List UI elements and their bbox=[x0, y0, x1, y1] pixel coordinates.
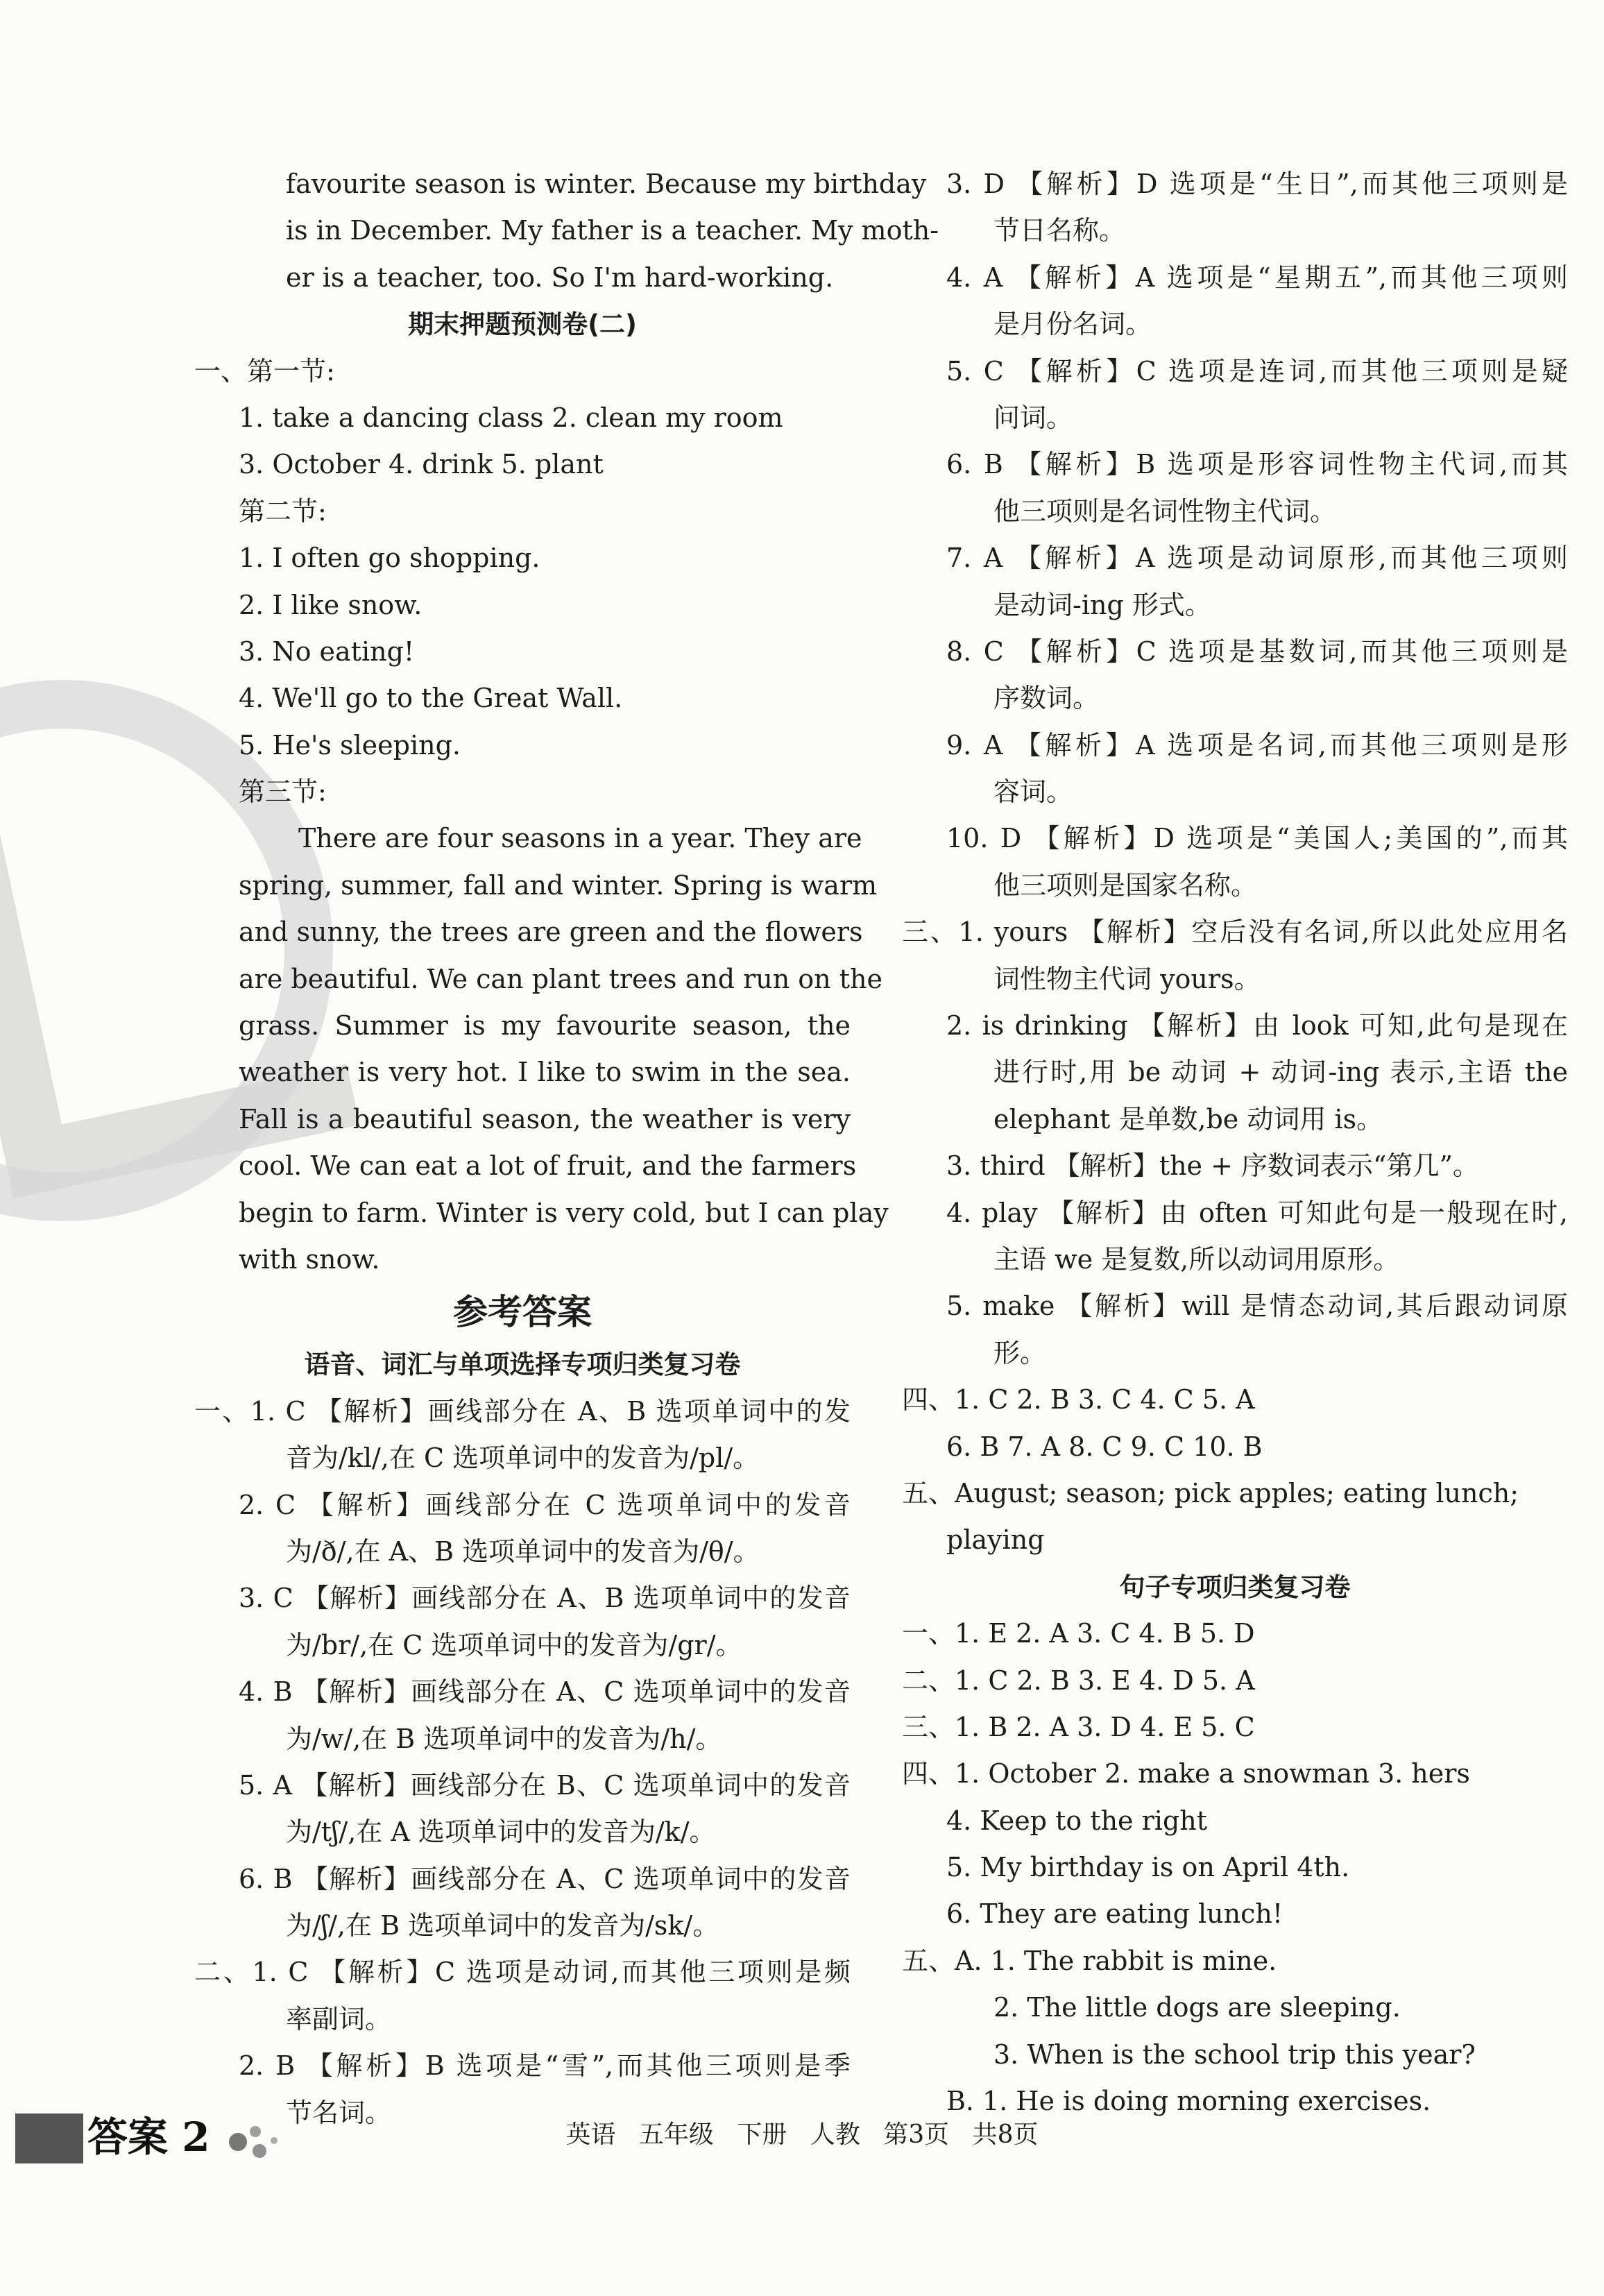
text-line: 4. Keep to the right bbox=[946, 1805, 1208, 1836]
text-line: 5. He's sleeping. bbox=[239, 729, 461, 760]
text-line: is in December. My father is a teacher. My moth- bbox=[286, 215, 939, 246]
text-line: 进行时,用 be 动词 + 动词-ing 表示,主语 the bbox=[993, 1057, 1568, 1088]
text-line: 容词。 bbox=[993, 776, 1073, 808]
text-line: begin to farm. Winter is very cold, but I can play bbox=[239, 1197, 889, 1228]
text-line: 节名词。 bbox=[286, 2097, 392, 2128]
text-line: 二、1. C 【解析】C 选项是动词,而其他三项则是频 bbox=[194, 1957, 851, 1988]
text-line: 5. A 【解析】画线部分在 B、C 选项单词中的发音 bbox=[239, 1769, 851, 1801]
text-line: 是动词-ing 形式。 bbox=[993, 589, 1211, 620]
text-line: 4. play 【解析】由 often 可知此句是一般现在时, bbox=[946, 1197, 1568, 1228]
text-line: 参考答案 bbox=[453, 1292, 592, 1333]
text-line: 10. D 【解析】D 选项是“美国人;美国的”,而其 bbox=[946, 823, 1568, 854]
text-line: 三、1. yours 【解析】空后没有名词,所以此处应用名 bbox=[902, 917, 1568, 948]
text-line: 是月份名词。 bbox=[993, 309, 1152, 340]
text-line: 主语 we 是复数,所以动词用原形。 bbox=[993, 1243, 1400, 1275]
text-line: 6. B 【解析】画线部分在 A、C 选项单词中的发音 bbox=[239, 1863, 851, 1894]
text-line: 三、1. B 2. A 3. D 4. E 5. C bbox=[902, 1711, 1255, 1742]
text-line: 句子专项归类复习卷 bbox=[1119, 1572, 1351, 1602]
text-line: 第二节: bbox=[239, 495, 327, 527]
text-line: 形。 bbox=[993, 1337, 1047, 1368]
text-line: 2. C 【解析】画线部分在 C 选项单词中的发音 bbox=[239, 1489, 851, 1520]
text-line: 四、1. October 2. make a snowman 3. hers bbox=[902, 1758, 1470, 1789]
text-line: 2. is drinking 【解析】由 look 可知,此句是现在 bbox=[946, 1010, 1568, 1041]
text-line: 7. A 【解析】A 选项是动词原形,而其他三项则 bbox=[946, 543, 1568, 574]
text-line: 他三项则是国家名称。 bbox=[993, 869, 1258, 901]
text-line: B. 1. He is doing morning exercises. bbox=[946, 2086, 1431, 2117]
text-line: 一、1. E 2. A 3. C 4. B 5. D bbox=[902, 1618, 1255, 1649]
text-line: 9. A 【解析】A 选项是名词,而其他三项则是形 bbox=[946, 729, 1568, 760]
text-line: 3. No eating! bbox=[239, 636, 415, 667]
text-line: 期末押题预测卷(二) bbox=[408, 309, 637, 340]
footer-label: 答案 2 bbox=[87, 2114, 210, 2161]
text-line: 3. C 【解析】画线部分在 A、B 选项单词中的发音 bbox=[239, 1583, 851, 1614]
text-line: 6. B 7. A 8. C 9. C 10. B bbox=[946, 1431, 1263, 1462]
text-line: 6. B 【解析】B 选项是形容词性物主代词,而其 bbox=[946, 449, 1568, 480]
text-line: 词性物主代词 yours。 bbox=[993, 963, 1261, 994]
text-line: 五、August; season; pick apples; eating lunch; bbox=[902, 1477, 1519, 1508]
text-line: 一、1. C 【解析】画线部分在 A、B 选项单词中的发 bbox=[194, 1395, 851, 1427]
text-line: 一、第一节: bbox=[194, 355, 335, 386]
text-line: 为/ʃ/,在 B 选项单词中的发音为/sk/。 bbox=[286, 1910, 719, 1941]
text-line: er is a teacher, too. So I'm hard-working. bbox=[286, 262, 834, 293]
text-line: 1. I often go shopping. bbox=[239, 543, 540, 574]
text-line: 序数词。 bbox=[993, 683, 1100, 714]
text-line: 4. B 【解析】画线部分在 A、C 选项单词中的发音 bbox=[239, 1676, 851, 1708]
text-line: 2. I like snow. bbox=[239, 589, 423, 620]
text-line: with snow. bbox=[239, 1243, 380, 1275]
text-line: weather is very hot. I like to swim in the sea. bbox=[239, 1057, 851, 1088]
text-line: 音为/kl/,在 C 选项单词中的发音为/pl/。 bbox=[286, 1443, 760, 1474]
text-line: 4. We'll go to the Great Wall. bbox=[239, 683, 623, 714]
left-column bbox=[194, 161, 939, 2136]
text-line: 率副词。 bbox=[286, 2003, 392, 2034]
text-line: 四、1. C 2. B 3. C 4. C 5. A bbox=[902, 1384, 1255, 1415]
text-line: playing bbox=[946, 1524, 1045, 1556]
text-line: elephant 是单数,be 动词用 is。 bbox=[993, 1103, 1383, 1134]
text-line: 3. D 【解析】D 选项是“生日”,而其他三项则是 bbox=[946, 169, 1568, 199]
right-column bbox=[902, 161, 1568, 2125]
text-line: spring, summer, fall and winter. Spring is warm bbox=[239, 869, 878, 901]
text-line: grass. Summer is my favourite season, the bbox=[239, 1010, 851, 1041]
text-line: 5. My birthday is on April 4th. bbox=[946, 1852, 1350, 1883]
text-line: There are four seasons in a year. They are bbox=[298, 823, 862, 854]
text-line: 为/tʃ/,在 A 选项单词中的发音为/k/。 bbox=[286, 1817, 716, 1848]
text-line: 为/br/,在 C 选项单词中的发音为/gr/。 bbox=[286, 1629, 742, 1660]
text-line: 五、A. 1. The rabbit is mine. bbox=[902, 1945, 1277, 1976]
text-line: 第三节: bbox=[239, 776, 327, 808]
text-line: 5. make 【解析】will 是情态动词,其后跟动词原 bbox=[946, 1291, 1568, 1322]
text-line: 6. They are eating lunch! bbox=[946, 1898, 1283, 1930]
text-line: 他三项则是名词性物主代词。 bbox=[993, 495, 1337, 527]
text-line: 8. C 【解析】C 选项是基数词,而其他三项则是 bbox=[946, 636, 1568, 667]
text-line: 2. The little dogs are sleeping. bbox=[993, 1992, 1401, 2023]
page-footer bbox=[0, 2105, 1604, 2168]
text-line: 5. C 【解析】C 选项是连词,而其他三项则是疑 bbox=[946, 355, 1568, 386]
text-line: 为/w/,在 B 选项单词中的发音为/h/。 bbox=[286, 1723, 722, 1754]
text-line: 为/ð/,在 A、B 选项单词中的发音为/θ/。 bbox=[286, 1536, 760, 1567]
text-line: 3. October 4. drink 5. plant bbox=[239, 449, 604, 480]
text-line: are beautiful. We can plant trees and run on the bbox=[239, 963, 882, 994]
text-line: 语音、词汇与单项选择专项归类复习卷 bbox=[304, 1350, 741, 1380]
text-line: favourite season is winter. Because my birthday bbox=[286, 169, 927, 199]
text-line: 3. When is the school trip this year? bbox=[993, 2039, 1476, 2070]
text-line: cool. We can eat a lot of fruit, and the farmers bbox=[239, 1150, 857, 1182]
text-line: 1. take a dancing class 2. clean my room bbox=[239, 402, 783, 433]
text-line: and sunny, the trees are green and the flowers bbox=[239, 917, 863, 948]
text-line: 4. A 【解析】A 选项是“星期五”,而其他三项则 bbox=[946, 262, 1568, 293]
text-line: 2. B 【解析】B 选项是“雪”,而其他三项则是季 bbox=[239, 2050, 851, 2082]
text-line: 二、1. C 2. B 3. E 4. D 5. A bbox=[902, 1665, 1255, 1696]
text-line: Fall is a beautiful season, the weather is very bbox=[239, 1103, 851, 1134]
text-line: 节日名称。 bbox=[993, 215, 1126, 246]
footer-page-info: 英语 五年级 下册 人教 第3页 共8页 bbox=[565, 2120, 1039, 2149]
text-line: 3. third 【解析】the + 序数词表示“第几”。 bbox=[946, 1150, 1479, 1182]
text-line: 问词。 bbox=[993, 402, 1073, 433]
